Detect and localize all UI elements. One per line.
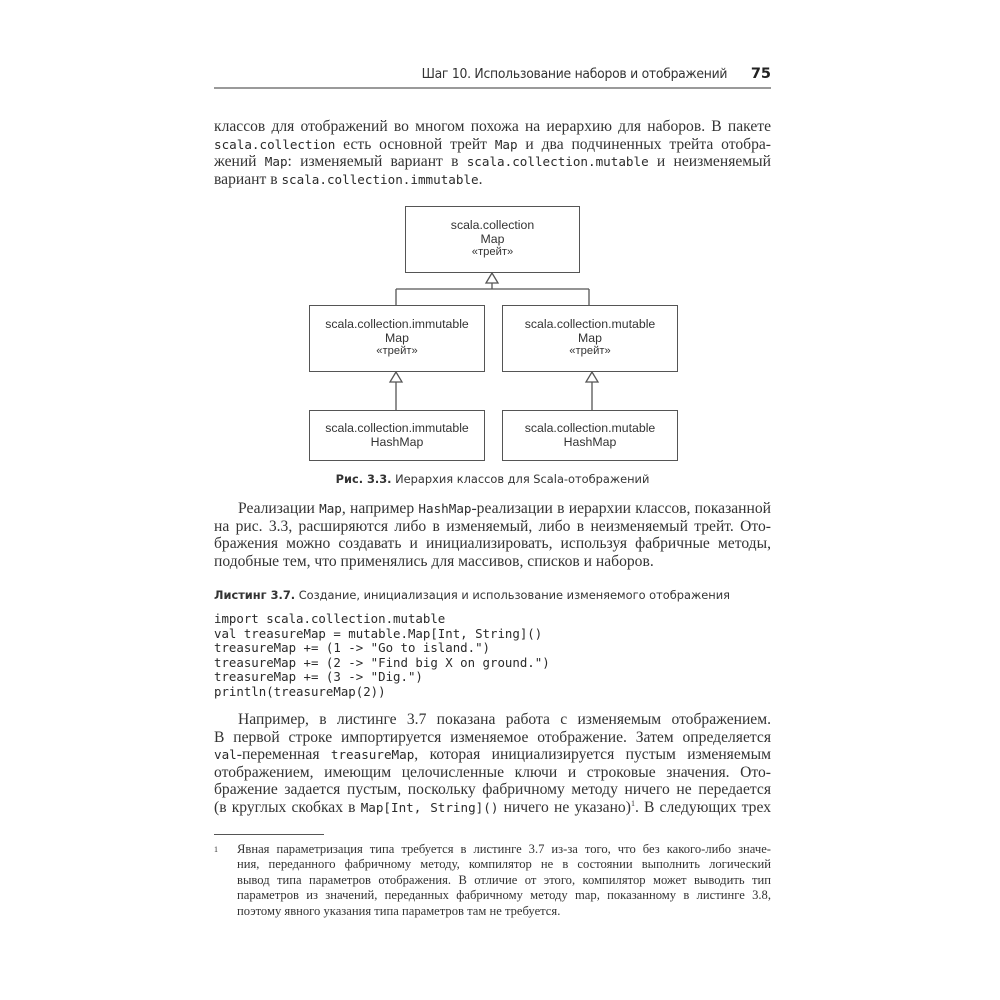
text-line	[214, 118, 771, 136]
box-package: scala.collection.mutable	[524, 316, 656, 331]
text-run: (в круглых скобках в	[214, 798, 361, 816]
footnote-rule	[214, 834, 324, 835]
figure-caption-label: Рис. 3.3.	[335, 472, 392, 486]
box-stereotype: «трейт»	[471, 246, 514, 259]
box-package: scala.collection	[450, 217, 535, 232]
inline-code: scala.collection.immutable	[281, 171, 479, 187]
text-run: .	[478, 170, 483, 188]
text-run: вариант в	[214, 170, 282, 188]
uml-box-immutable-map	[309, 305, 485, 372]
inline-code: scala.collection.mutable	[466, 154, 649, 170]
box-name: Map	[480, 231, 505, 246]
text-line	[214, 746, 771, 764]
footnote-line: Явная параметризация типа требуется в листинге 3.7 из-за того, что без какого-либо значе-	[237, 842, 771, 856]
code-line: val treasureMap = mutable.Map[Int, String]()	[214, 625, 543, 641]
inline-code: val	[214, 747, 237, 763]
listing-title	[214, 588, 730, 602]
box-stereotype: «трейт»	[569, 345, 611, 358]
box-package: scala.collection.mutable	[524, 420, 656, 435]
figure-caption	[214, 472, 771, 486]
text-line	[214, 500, 771, 518]
text-run: Например, в листинге 3.7 показана работа с изменяемым отображением.	[238, 711, 771, 728]
code-line: println(treasureMap(2))	[214, 683, 386, 699]
text-run: бражения можно создавать и инициализировать, используя фабричные методы,	[214, 535, 771, 553]
text-line	[214, 553, 771, 571]
text-run: бражение задается пустым, поскольку фабричному методу ничего не передается	[214, 781, 771, 799]
figure-caption-text: Иерархия классов для Scala-отображений	[391, 472, 650, 486]
listing-caption: Создание, инициализация и использование изменяемого отображения	[295, 588, 730, 602]
code-line: import scala.collection.mutable	[214, 611, 446, 626]
paragraph-intro	[214, 118, 771, 188]
box-name: Map	[385, 330, 409, 345]
box-stereotype: «трейт»	[376, 345, 418, 358]
uml-box-mutable-map	[502, 305, 678, 372]
footnote-line: параметров из значений, переданных фабричному методу map, показанному в листинге 3.8,	[237, 888, 771, 903]
footnote-reference: 1	[630, 798, 635, 808]
running-header	[214, 66, 771, 89]
inline-code: Map	[319, 501, 342, 516]
code-line: treasureMap += (1 -> "Go to island.")	[214, 640, 491, 656]
text-run: , например	[341, 500, 419, 517]
text-run: есть основной трейт	[335, 135, 495, 153]
footnote-line: ния, переданного фабричному методу, компилятор не в состоянии выполнить логический	[237, 857, 771, 872]
chapter-title: Шаг 10. Использование наборов и отображений	[421, 66, 727, 82]
text-run: , которая инициализируется пустым изменяемым	[414, 746, 771, 764]
inheritance-arrow-icon	[390, 372, 402, 382]
footnote	[214, 842, 771, 919]
code-line: treasureMap += (3 -> "Dig.")	[214, 669, 423, 685]
page-number: 75	[750, 66, 771, 82]
text-run: классов для отображений во многом похожа на иерархию для наборов. В пакете	[214, 118, 771, 135]
uml-box-scala-collection-map	[405, 206, 580, 273]
uml-box-mutable-hashmap	[502, 410, 678, 461]
text-run: отображением, имеющим целочисленные ключи и строковые значения. Ото-	[214, 763, 771, 781]
box-package: scala.collection.immutable	[325, 420, 469, 435]
footnote-line: вывод типа параметров отображения. В отличие от этого, компилятор может выводить тип	[237, 872, 771, 887]
inheritance-arrow-icon	[486, 273, 498, 283]
box-name: HashMap	[563, 434, 617, 449]
inline-code: scala.collection	[214, 136, 336, 152]
footnote-text	[237, 842, 771, 919]
text-run: и два подчиненных трейта отобра-	[517, 135, 772, 153]
text-line	[214, 781, 771, 799]
box-name: Map	[578, 330, 602, 345]
box-name: HashMap	[370, 434, 424, 449]
text-line	[214, 711, 771, 729]
inline-code: Map[Int, String]()	[360, 799, 499, 815]
code-listing	[214, 612, 550, 700]
text-run: -реализации в иерархии классов, показанной	[471, 500, 771, 517]
paragraph-explanation	[214, 711, 771, 817]
text-line	[214, 171, 771, 189]
text-line	[214, 153, 771, 171]
text-run: жений	[214, 153, 265, 171]
text-run: ничего не указано)	[498, 798, 631, 816]
inline-code: HashMap	[418, 501, 472, 516]
text-run: Реализации	[238, 500, 320, 517]
text-line	[214, 799, 771, 817]
footnote-line: поэтому явного указания типа параметров там не требуется.	[237, 903, 561, 918]
text-run: на рис. 3.3, расширяются либо в изменяемый, либо в неизменяемый трейт. Ото-	[214, 517, 771, 535]
text-run: -переменная	[236, 746, 331, 764]
inline-code: treasureMap	[330, 747, 415, 763]
text-line	[214, 729, 771, 747]
uml-box-immutable-hashmap	[309, 410, 485, 461]
text-run: . В следующих трех	[634, 798, 771, 816]
text-run: : изменяемый вариант в	[287, 153, 467, 171]
text-line	[214, 764, 771, 782]
text-run: и неизменяемый	[648, 153, 771, 171]
box-package: scala.collection.immutable	[325, 316, 469, 331]
listing-label: Листинг 3.7.	[214, 588, 296, 602]
inline-code: Map	[494, 136, 518, 152]
text-run: В первой строке импортируется изменяемое отображение. Затем определяется	[214, 728, 771, 746]
text-line	[214, 518, 771, 536]
code-line: treasureMap += (2 -> "Find big X on ground.")	[214, 654, 550, 670]
inheritance-arrow-icon	[586, 372, 598, 382]
text-line	[214, 136, 771, 154]
text-line	[214, 535, 771, 553]
paragraph-implementations	[214, 500, 771, 570]
inline-code: Map	[264, 154, 288, 170]
footnote-marker: 1	[214, 845, 218, 854]
text-run: подобные тем, что применялись для массивов, списков и наборов.	[214, 552, 654, 570]
